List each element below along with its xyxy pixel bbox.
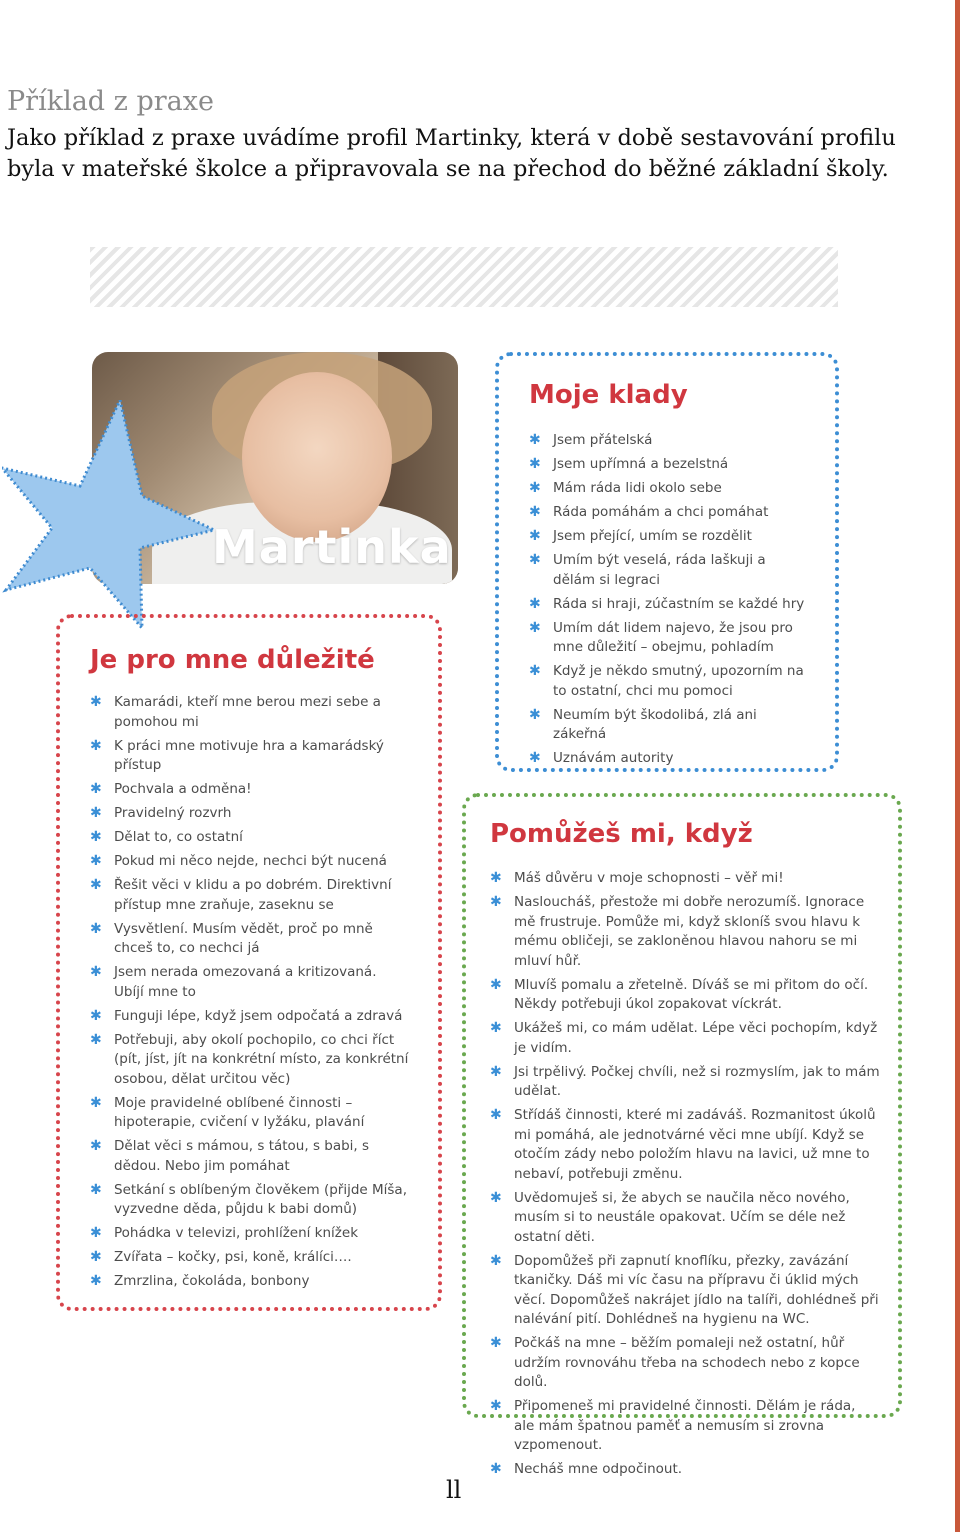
bullet-icon: ✱ [90, 805, 102, 821]
list-item [490, 869, 880, 889]
page-number: ll [446, 1476, 462, 1504]
list-item-text: Pokud mi něco nejde, nechci být nucená [114, 853, 387, 869]
list-item-text: Ráda si hraji, zúčastním se každé hry [553, 595, 805, 612]
bullet-icon: ✱ [529, 480, 541, 496]
bullet-icon: ✱ [490, 1252, 502, 1269]
list-item [90, 1272, 410, 1292]
list-item-text: Počkáš na mne – běžím pomaleji než ostatní, hůř udržím rovnováhu třeba na schodech nebo z kopce dolů. [514, 1335, 860, 1390]
bullet-icon: ✱ [90, 853, 102, 869]
list-item-text: Pravidelný rozvrh [114, 805, 232, 821]
list-item-text: Jsi trpělivý. Počkej chvíli, než si rozmyslím, jak to mám udělat. [514, 1063, 880, 1099]
list-item [529, 706, 809, 745]
bullet-icon: ✱ [529, 619, 541, 636]
list-item-text: Moje pravidelné oblíbené činnosti – hipoterapie, cvičení v lyžáku, plavání [114, 1094, 365, 1130]
important-title: Je pro mne důležité [90, 645, 375, 675]
list-item-text: Umím být veselá, ráda laškuji a dělám si legraci [553, 552, 766, 588]
list-item-text: Připomeneš mi pravidelné činnosti. Dělám je ráda, ale mám špatnou paměť a nemusím si zrovna vzpomenout. [514, 1398, 856, 1453]
list-item [529, 619, 809, 658]
page-edge-bar [955, 0, 960, 1532]
list-item-text: Řešit věci v klidu a po dobrém. Direktivní přístup mne zraňuje, zaseknu se [114, 877, 392, 913]
list-item-text: Mám ráda lidi okolo sebe [553, 480, 722, 496]
bullet-icon: ✱ [490, 1335, 502, 1351]
list-item [490, 1189, 880, 1248]
list-item [529, 431, 809, 451]
list-item [490, 1397, 880, 1456]
list-item [90, 804, 410, 824]
list-item [90, 1224, 410, 1244]
bullet-icon: ✱ [90, 1094, 102, 1111]
bullet-icon: ✱ [90, 1007, 102, 1024]
list-item [490, 1106, 880, 1184]
list-item-text: Dělat to, co ostatní [114, 829, 243, 845]
bullet-icon: ✱ [529, 528, 541, 544]
bullet-icon: ✱ [90, 737, 102, 754]
list-item [490, 893, 880, 971]
list-item [90, 876, 410, 915]
bullet-icon: ✱ [529, 706, 541, 723]
bullet-icon: ✱ [90, 920, 102, 937]
help-box [462, 793, 902, 1477]
list-item [90, 1137, 410, 1176]
list-item-text: K práci mne motivuje hra a kamarádský přístup [114, 737, 384, 773]
bullet-icon: ✱ [90, 1273, 102, 1289]
list-item [90, 1248, 410, 1268]
list-item-text: Uvědomuješ si, že abych se naučila něco nového, musím si to neustále opakovat. Učím se déle než ostatní děti. [514, 1189, 850, 1245]
list-item [90, 1007, 410, 1027]
list-item [529, 527, 809, 547]
list-item-text: Mluvíš pomalu a zřetelně. Díváš se mi přitom do očí. Někdy potřebuji úkol zopakovat víckrát. [514, 976, 869, 1012]
bullet-icon: ✱ [529, 456, 541, 472]
bullet-icon: ✱ [490, 1020, 502, 1036]
list-item [529, 749, 809, 769]
list-item-text: Umím dát lidem najevo, že jsou pro mne důležití – obejmu, pohladím [553, 619, 793, 655]
list-item-text: Jsem upřímná a bezelstná [553, 456, 729, 472]
list-item-text: Vysvětlení. Musím vědět, proč po mně chceš to, co nechci já [114, 920, 373, 956]
list-item-text: Střídáš činnosti, které mi zadáváš. Rozmanitost úkolů mi pomáhá, ale jednotvárné věci mne ubíjí. Když se otočím zády nebo položím hlavu na lavici, už mne to nebaví, potřebuji změnu. [514, 1107, 876, 1182]
list-item [529, 479, 809, 499]
bullet-icon: ✱ [90, 1181, 102, 1198]
list-item [490, 1019, 880, 1058]
bullet-icon: ✱ [90, 1225, 102, 1241]
bullet-icon: ✱ [90, 1138, 102, 1154]
list-item-text: Dělat věci s mámou, s tátou, s babi, s dědou. Nebo jim pomáhat [114, 1138, 370, 1174]
list-item [90, 920, 410, 959]
bullet-icon: ✱ [90, 1249, 102, 1265]
list-item-text: Jsem přátelská [553, 432, 653, 448]
list-item-text: Funguji lépe, když jsem odpočatá a zdravá [114, 1007, 403, 1024]
list-item [90, 852, 410, 872]
list-item [90, 828, 410, 848]
list-item-text: Kamarádi, kteří mne berou mezi sebe a pomohou mi [114, 694, 381, 730]
bullet-icon: ✱ [529, 432, 541, 448]
bullet-icon: ✱ [490, 870, 502, 886]
hatched-banner [90, 247, 838, 307]
list-item-text: Pohádka v televizi, prohlížení knížek [114, 1225, 359, 1241]
strengths-list [529, 431, 809, 773]
help-title: Pomůžeš mi, když [490, 819, 753, 849]
bullet-icon: ✱ [90, 964, 102, 980]
list-item-text: Máš důvěru v moje schopnosti – věř mi! [514, 870, 784, 886]
list-item-text: Když je někdo smutný, upozorním na to ostatní, chci mu pomoci [553, 663, 804, 699]
list-item-text: Ukážeš mi, co mám udělat. Lépe věci pochopím, když je vidím. [514, 1020, 878, 1056]
list-item [490, 976, 880, 1015]
list-item [490, 1460, 880, 1480]
list-item [90, 1181, 410, 1220]
star-icon [2, 400, 217, 630]
list-item [490, 1063, 880, 1102]
bullet-icon: ✱ [90, 877, 102, 893]
bullet-icon: ✱ [90, 1031, 102, 1048]
bullet-icon: ✱ [529, 595, 541, 612]
strengths-title: Moje klady [529, 380, 688, 410]
bullet-icon: ✱ [529, 504, 541, 520]
important-list [90, 693, 410, 1296]
list-item-text: Neumím být škodolibá, zlá ani zákeřná [553, 706, 757, 742]
list-item [529, 551, 809, 590]
photo-face [242, 372, 392, 542]
list-item [490, 1334, 880, 1393]
star-shape [2, 400, 214, 628]
page-heading: Příklad z praxe [7, 86, 214, 117]
list-item-text: Ráda pomáhám a chci pomáhat [553, 504, 769, 520]
bullet-icon: ✱ [490, 1398, 502, 1414]
list-item [90, 1031, 410, 1090]
list-item [90, 1094, 410, 1133]
strengths-box [495, 352, 839, 772]
list-item [529, 503, 809, 523]
bullet-icon: ✱ [490, 976, 502, 993]
list-item [529, 662, 809, 701]
list-item [529, 595, 809, 615]
profile-name: Martinka [212, 520, 452, 574]
list-item [490, 1252, 880, 1330]
list-item-text: Dopomůžeš při zapnutí knoflíku, přezky, zavázání tkaničky. Dáš mi víc času na přípravu či úklid mých věcí. Dopomůžeš nakrájet jídlo na talíři, dohlédneš při nalévání pití. Dohlédneš na hygienu na WC. [514, 1252, 879, 1327]
list-item [529, 455, 809, 475]
list-item [90, 963, 410, 1002]
bullet-icon: ✱ [529, 663, 541, 679]
list-item [90, 780, 410, 800]
help-list [490, 869, 880, 1484]
list-item [90, 737, 410, 776]
intro-paragraph: Jako příklad z praxe uvádíme profil Martinky, která v době sestavování profilu byla v mateřské školce a připravovala se na přechod do běžné základní školy. [7, 125, 896, 182]
list-item-text: Potřebuji, aby okolí pochopilo, co chci říct (pít, jíst, jít na konkrétní místo, za konkrétní osobou, dělat určitou věc) [114, 1031, 409, 1087]
bullet-icon: ✱ [529, 552, 541, 568]
bullet-icon: ✱ [490, 1461, 502, 1477]
list-item-text: Setkání s oblíbeným člověkem (přijde Míša, vyzvedne děda, půjdu k babi domů) [114, 1181, 407, 1217]
bullet-icon: ✱ [90, 781, 102, 797]
bullet-icon: ✱ [490, 1189, 502, 1206]
important-box [56, 614, 442, 1311]
list-item [90, 693, 410, 732]
bullet-icon: ✱ [490, 894, 502, 910]
list-item-text: Jsem přející, umím se rozdělit [553, 528, 752, 544]
bullet-icon: ✱ [529, 750, 541, 766]
bullet-icon: ✱ [490, 1063, 502, 1080]
bullet-icon: ✱ [90, 694, 102, 710]
list-item-text: Zvířata – kočky, psi, koně, králíci…. [114, 1249, 352, 1265]
list-item-text: Zmrzlina, čokoláda, bonbony [114, 1273, 310, 1289]
list-item-text: Uznávám autority [553, 750, 674, 766]
list-item-text: Necháš mne odpočinout. [514, 1461, 683, 1477]
bullet-icon: ✱ [490, 1107, 502, 1123]
list-item-text: Pochvala a odměna! [114, 781, 252, 797]
list-item-text: Nasloucháš, přestože mi dobře nerozumíš. Ignorace mě frustruje. Pomůže mi, když skloníš svou hlavu k mému obličeji, se zakloněnou hlavou nahoru se mi mluví hůř. [514, 894, 865, 969]
bullet-icon: ✱ [90, 829, 102, 845]
list-item-text: Jsem nerada omezovaná a kritizovaná. Ubíjí mne to [114, 964, 377, 1000]
